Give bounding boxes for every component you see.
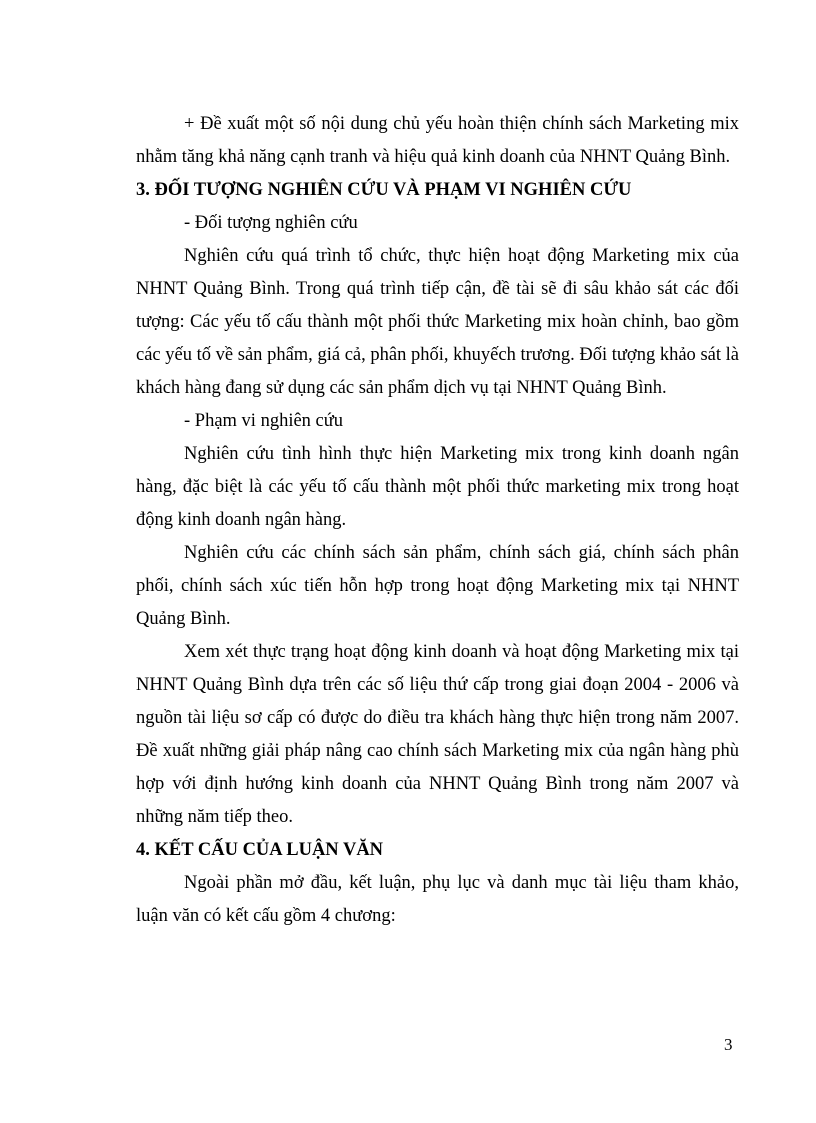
- document-body: [136, 108, 739, 933]
- paragraph-scope-review: Xem xét thực trạng hoạt động kinh doanh và hoạt động Marketing mix tại NHNT Quảng Bình dựa trên các số liệu thứ cấp trong giai đoạn 2004 - 2006 và nguồn tài liệu sơ cấp có được do điều tra khách hàng thực hiện trong năm 2007. Đề xuất những giải pháp nâng cao chính sách Marketing mix của ngân hàng phù hợp với định hướng kinh doanh của NHNT Quảng Bình trong năm 2007 và những năm tiếp theo.: [136, 642, 739, 827]
- paragraph-proposal: + Đề xuất một số nội dung chủ yếu hoàn thiện chính sách Marketing mix nhằm tăng khả năng cạnh tranh và hiệu quả kinh doanh của NHNT Quảng Bình.: [136, 114, 739, 167]
- subheading-research-scope: - Phạm vi nghiên cứu: [184, 411, 344, 431]
- paragraph-thesis-structure: Ngoài phần mở đầu, kết luận, phụ lục và danh mục tài liệu tham khảo, luận văn có kết cấu gồm 4 chương:: [136, 873, 739, 926]
- section-heading-thesis-structure: 4. KẾT CẤU CỦA LUẬN VĂN: [136, 840, 384, 860]
- page-number: 3: [724, 1035, 733, 1054]
- paragraph-scope-policies: Nghiên cứu các chính sách sản phẩm, chính sách giá, chính sách phân phối, chính sách xúc tiến hỗn hợp trong hoạt động Marketing mix tại NHNT Quảng Bình.: [136, 543, 739, 629]
- paragraph-scope-marketing-mix: Nghiên cứu tình hình thực hiện Marketing mix trong kinh doanh ngân hàng, đặc biệt là các yếu tố cấu thành một phối thức marketing mix trong hoạt động kinh doanh ngân hàng.: [136, 444, 739, 530]
- section-heading-research-subject-scope: 3. ĐỐI TƯỢNG NGHIÊN CỨU VÀ PHẠM VI NGHIÊN CỨU: [136, 180, 632, 200]
- subheading-research-subject: - Đối tượng nghiên cứu: [184, 213, 358, 233]
- paragraph-research-subject: Nghiên cứu quá trình tổ chức, thực hiện hoạt động Marketing mix của NHNT Quảng Bình. Trong quá trình tiếp cận, đề tài sẽ đi sâu khảo sát các đối tượng: Các yếu tố cấu thành một phối thức Marketing mix hoàn chỉnh, bao gồm các yếu tố về sản phẩm, giá cả, phân phối, khuyếch trương. Đối tượng khảo sát là khách hàng đang sử dụng các sản phẩm dịch vụ tại NHNT Quảng Bình.: [136, 246, 739, 398]
